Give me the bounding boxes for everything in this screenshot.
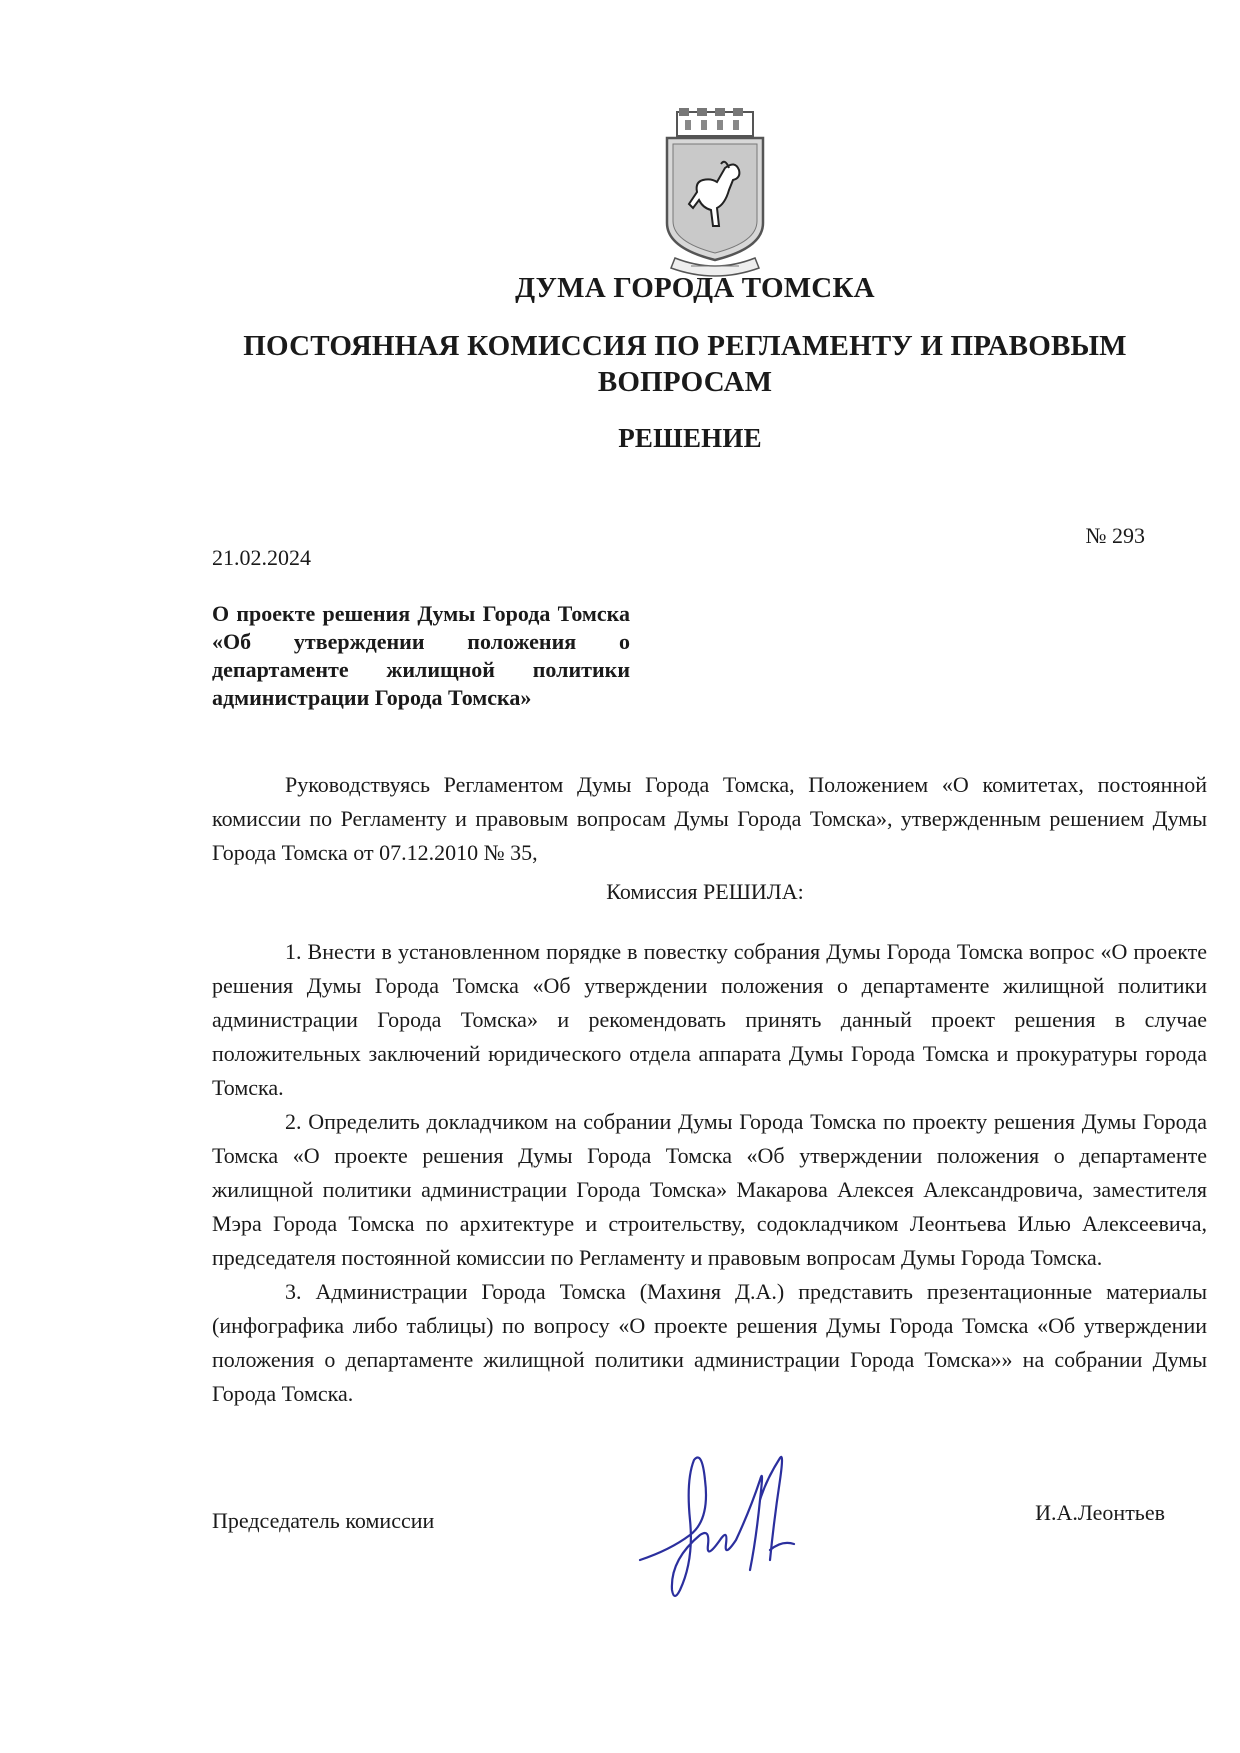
decision-item: 2. Определить докладчиком на собрании Думы Города Томска по проекту решения Думы Города Томска «О проекте решения Думы Города Томска «Об утверждении положения о департаменте жилищной политики администрации Города Томска» Макарова Алексея Александровича, заместителя Мэра Города Томска по архитектуре и строительству, содокладчиком Леонтьева Илью Алексеевича, председателя постоянной комиссии по Регламенту и правовым вопросам Думы Города Томска. — [212, 1109, 1207, 1270]
preamble — [212, 768, 1207, 870]
document-subject: О проекте решения Думы Города Томска «Об утверждении положения о департаменте жилищной политики администрации Города Томска» — [212, 601, 630, 710]
decision-items — [212, 935, 1207, 1411]
preamble-text: Руководствуясь Регламентом Думы Города Томска, Положением «О комитетах, постоянной комиссии по Регламенту и правовым вопросам Думы Города Томска», утвержденным решением Думы Города Томска от 07.12.2010 № 35, — [212, 772, 1207, 865]
document-number: № 293 — [1085, 523, 1145, 548]
tomsk-coat-of-arms-icon — [655, 108, 775, 278]
organization-title: ДУМА ГОРОДА ТОМСКА — [515, 272, 875, 304]
decision-item: 3. Администрации Города Томска (Махиня Д.А.) представить презентационные материалы (инфографика либо таблицы) по вопросу «О проекте решения Думы Города Томска «Об утверждении положения о департаменте жилищной политики администрации Города Томска»» на собрании Думы Города Томска. — [212, 1279, 1207, 1406]
commission-title — [0, 328, 1240, 400]
resolved-heading: Комиссия РЕШИЛА: — [606, 879, 804, 904]
signatory-position: Председатель комиссии — [212, 1508, 435, 1533]
commission-title-line1: ПОСТОЯННАЯ КОМИССИЯ ПО РЕГЛАМЕНТУ И ПРАВОВЫМ — [243, 330, 1127, 362]
signatory-name: И.А.Леонтьев — [1035, 1500, 1165, 1525]
decision-item: 1. Внести в установленном порядке в повестку собрания Думы Города Томска вопрос «О проекте решения Думы Города Томска «Об утверждении положения о департаменте жилищной политики администрации Города Томска» и рекомендовать принять данный проект решения в случае положительных заключений юридического отдела аппарата Думы Города Томска и прокуратуры города Томска. — [212, 939, 1207, 1100]
handwritten-signature-icon — [610, 1440, 830, 1610]
commission-title-line2: ВОПРОСАМ — [597, 366, 773, 398]
document-date: 21.02.2024 — [212, 545, 311, 570]
document-type: РЕШЕНИЕ — [618, 423, 762, 453]
